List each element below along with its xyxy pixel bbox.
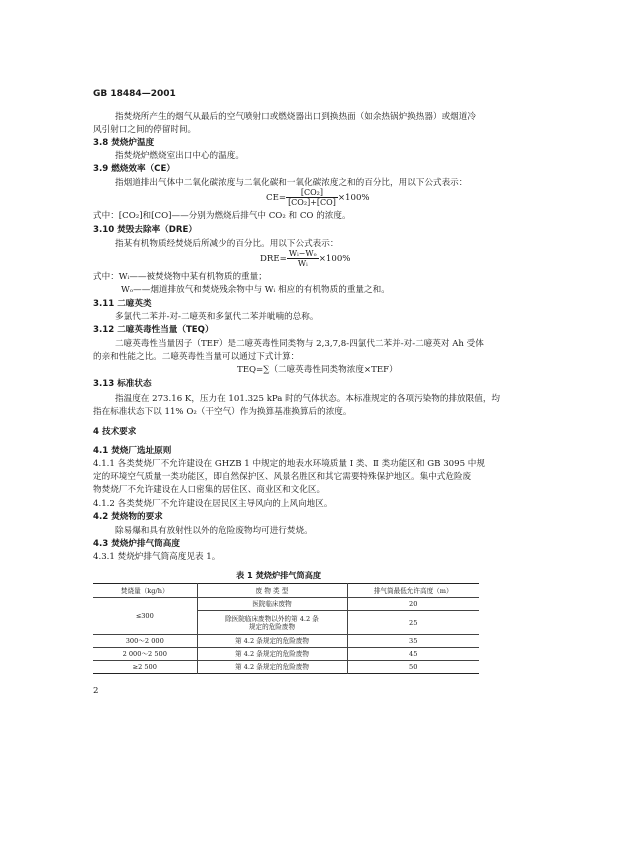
header-min-height: 排气筒最低允许高度（m）: [347, 584, 479, 598]
cell-waste-type: 第 4.2 条规定的危险废物: [197, 648, 347, 661]
table-row: [93, 661, 479, 674]
cell-waste-type-line-2: 规定的危险废物: [248, 622, 296, 631]
section-3-9-body: 指烟道排出气体中二氧化碳浓度与二氧化碳和一氧化碳浓度之和的百分比，用以下公式表示：: [115, 178, 468, 188]
standard-code: GB 18484—2001: [93, 89, 176, 99]
cell-height: 45: [347, 648, 479, 661]
ce-formula-tail: ×100%: [337, 193, 370, 203]
ce-fraction: [286, 188, 338, 207]
dre-denominator: Wᵢ: [297, 259, 308, 268]
section-3-11-body: 多氯代二苯并-对-二噫英和多氯代二苯并呲喃的总称。: [115, 312, 319, 322]
section-4-1-2: 4.1.2 各类焚烧厂不允许建设在居民区主导风向的上风向地区。: [93, 499, 333, 509]
dre-formula: [260, 249, 350, 268]
section-4-3-heading: 4.3 焚烧炉排气筒高度: [93, 539, 180, 549]
section-3-8-heading: 3.8 焚烧炉温度: [93, 138, 155, 148]
table-1-caption: 表 1 焚烧炉排气筒高度: [236, 570, 322, 580]
ce-numerator: [CO₂]: [286, 188, 338, 198]
section-3-12-body-1: 二噫英毒性当量因子（TEF）是二噫英毒性同类物与 2,3,7,8-四氯代二苯并-对-二噫英对 Ah 受体: [115, 339, 484, 349]
cell-height: 25: [347, 611, 479, 635]
cell-amount: ≥2 500: [93, 661, 197, 674]
section-3-13-body-1: 指温度在 273.16 K，压力在 101.325 kPa 时的气体状态。本标准规定的各项污染物的排放限值，均: [115, 394, 501, 404]
section-3-12-body-2: 的亲和性能之比。二噫英毒性当量可以通过下式计算：: [93, 352, 300, 362]
section-4-heading: 4 技术要求: [93, 427, 137, 437]
teq-formula: TEQ=∑（二噫英毒性同类物浓度×TEF）: [237, 365, 398, 375]
section-4-1-1-line-1: 4.1.1 各类焚烧厂不允许建设在 GHZB 1 中规定的地表水环境质量 Ⅰ 类、Ⅱ 类功能区和 GB 3095 中规: [93, 459, 485, 469]
ce-formula: [266, 188, 370, 207]
para-residence-time-2: 风引射口之间的停留时间。: [93, 125, 197, 135]
cell-height: 35: [347, 635, 479, 648]
ce-formula-lhs: CE=: [266, 193, 287, 203]
section-3-10-body: 指某有机物质经焚烧后所减少的百分比。用以下公式表示：: [115, 239, 339, 249]
cell-waste-type: 医院临床废物: [197, 598, 347, 611]
ce-denominator: [CO₂]+[CO]: [288, 198, 336, 207]
section-3-8-body: 指焚烧炉燃烧室出口中心的温度。: [115, 151, 244, 161]
table-row: [93, 635, 479, 648]
dre-numerator: Wᵢ−Wₒ: [288, 249, 317, 258]
cell-amount: ≤300: [93, 598, 197, 635]
section-4-2-heading: 4.2 焚烧物的要求: [93, 512, 163, 522]
section-4-1-1-line-3: 物焚烧厂不允许建设在人口密集的居住区、商业区和文化区。: [93, 485, 326, 495]
section-3-12-heading: 3.12 二噫英毒性当量（TEQ）: [93, 325, 214, 335]
cell-height: 20: [347, 598, 479, 611]
section-4-3-1: 4.3.1 焚烧炉排气筒高度见表 1。: [93, 552, 221, 562]
section-3-10-heading: 3.10 焚毁去除率（DRE）: [93, 225, 197, 235]
cell-amount: 2 000～2 500: [93, 648, 197, 661]
section-4-2-body: 除易爆和具有放射性以外的危险废物均可进行焚烧。: [115, 526, 313, 536]
dre-formula-lhs: DRE=: [260, 254, 287, 264]
section-3-9-heading: 3.9 燃烧效率（CE）: [93, 164, 175, 174]
cell-waste-type: [197, 611, 347, 635]
dre-note-1: 式中：Wᵢ——被焚烧物中某有机物质的重量；: [93, 272, 267, 282]
section-3-13-body-2: 指在标准状态下以 11% O₂（干空气）作为换算基准换算后的浓度。: [93, 407, 352, 417]
page-number: 2: [93, 686, 99, 696]
cell-waste-type-line-1: 除医院临床废物以外的第 4.2 条: [225, 614, 319, 623]
cell-height: 50: [347, 661, 479, 674]
cell-waste-type: 第 4.2 条规定的危险废物: [197, 635, 347, 648]
para-residence-time-1: 指焚烧所产生的烟气从最后的空气喷射口或燃烧器出口到换热面（如余热锅炉换热器）或烟道冷: [115, 112, 476, 122]
cell-waste-type: 第 4.2 条规定的危险废物: [197, 661, 347, 674]
dre-fraction: [287, 249, 319, 268]
section-3-11-heading: 3.11 二噫英类: [93, 299, 152, 309]
header-amount: 焚烧量（kg/h）: [93, 584, 197, 598]
dre-note-2: Wₒ——烟道排放气和焚烧残余物中与 Wᵢ 相应的有机物质的重量之和。: [121, 285, 390, 295]
table-header-row: [93, 584, 479, 598]
table-row: [93, 598, 479, 611]
ce-note: 式中：[CO₂]和[CO]——分别为燃烧后排气中 CO₂ 和 CO 的浓度。: [93, 211, 351, 221]
table-row: [93, 648, 479, 661]
section-3-13-heading: 3.13 标准状态: [93, 379, 152, 389]
stack-height-table: [93, 583, 479, 674]
header-waste-type: 废 物 类 型: [197, 584, 347, 598]
cell-amount: 300～2 000: [93, 635, 197, 648]
section-4-1-1-line-2: 定的环境空气质量一类功能区，即自然保护区、风景名胜区和其它需要特殊保护地区。集中式危险废: [93, 472, 472, 482]
section-4-1-heading: 4.1 焚烧厂选址原则: [93, 446, 172, 456]
dre-formula-tail: ×100%: [318, 254, 351, 264]
